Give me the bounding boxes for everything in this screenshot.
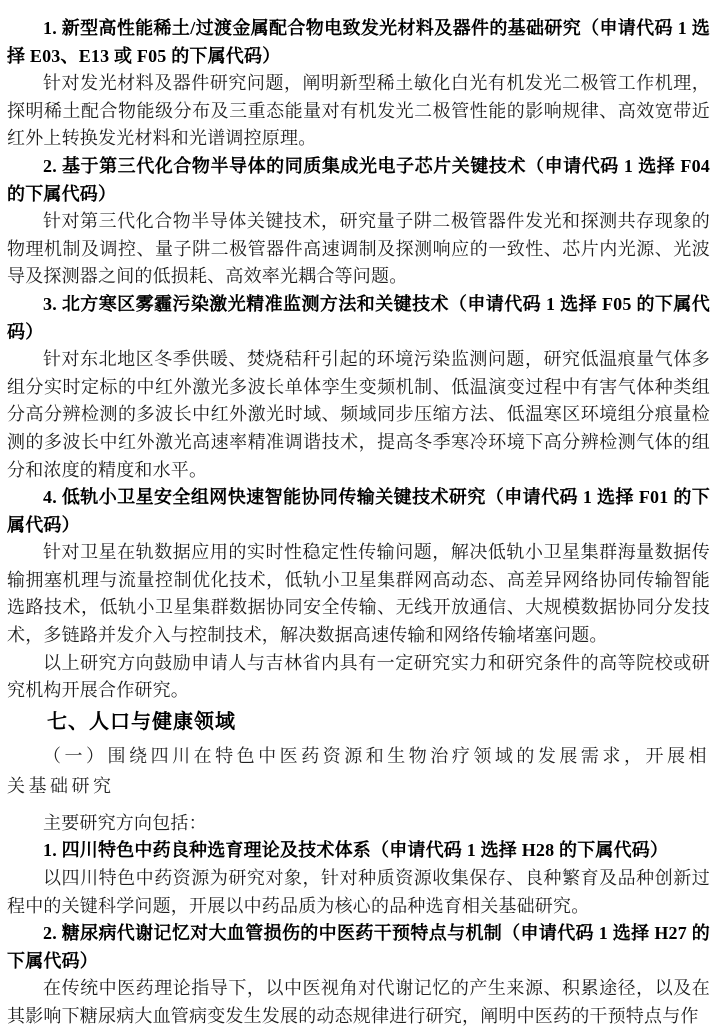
paragraph: 针对发光材料及器件研究问题，阐明新型稀土敏化白光有机发光二极管工作机理，探明稀土配合物能级分布及三重态能量对有机发光二极管性能的影响规律、高效宽带近红外上转换发光材料和光谱调控原理。	[7, 73, 710, 149]
research-topic-heading-2: 2. 基于第三代化合物半导体的同质集成光电子芯片关键技术（申请代码 1 选择 F04 的下属代码）	[7, 155, 710, 204]
paragraph: 以四川特色中药资源为研究对象，针对种质资源收集保存、良种繁育及品种创新过程中的关键科学问题，开展以中药品质为核心的品种选育相关基础研究。	[7, 868, 710, 916]
research-topic-heading-4: 4. 低轨小卫星安全组网快速智能协同传输关键技术研究（申请代码 1 选择 F01 的下属代码）	[7, 487, 710, 535]
paragraph-truncated: 在传统中医药理论指导下，以中医视角对代谢记忆的产生来源、积累途径，以及在其影响下糖尿病大血管病变发生发展的动态规律进行研究，阐明中医药的干预特点与作	[7, 978, 710, 1026]
paragraph: 针对东北地区冬季供暖、焚烧秸秆引起的环境污染监测问题，研究低温痕量气体多组分实时定标的中红外激光多波长单体孪生变频机制、低温演变过程中有害气体种类组分高分辨检测的多波长中红外激光时域、频域同步压缩方法、低温寒区环境组分痕量检测的多波长中红外激光高速率精准调谐技术，提高冬季寒冷环境下高分辨检测气体的组分和浓度的精度和水平。	[7, 349, 710, 480]
paragraph: 针对第三代化合物半导体关键技术，研究量子阱二极管器件发光和探测共存现象的物理机制及调控、量子阱二极管器件高速调制及探测响应的一致性、芯片内光源、光波导及探测器之间的低损耗、高效率光耦合等问题。	[7, 211, 710, 287]
research-topic-heading-h28: 1. 四川特色中药良种选育理论及技术体系（申请代码 1 选择 H28 的下属代码）	[43, 840, 669, 861]
research-topic-heading-h27: 2. 糖尿病代谢记忆对大血管损伤的中医药干预特点与机制（申请代码 1 选择 H27 的下属代码）	[7, 923, 710, 971]
section-heading-population-health: 七、人口与健康领域	[47, 710, 236, 733]
subsection-heading-1: （一）围绕四川在特色中医药资源和生物治疗领域的发展需求，开展相关基础研究	[7, 745, 710, 796]
research-topic-heading-1: 1. 新型高性能稀土/过渡金属配合物电致发光材料及器件的基础研究（申请代码 1 选择 E03、E13 或 F05 的下属代码）	[7, 18, 710, 66]
cooperation-note-paragraph: 以上研究方向鼓励申请人与吉林省内具有一定研究实力和研究条件的高等院校或研究机构开展合作研究。	[7, 652, 710, 701]
lead-in-paragraph: 主要研究方向包括：	[43, 812, 207, 833]
research-topic-heading-3: 3. 北方寒区雾霾污染激光精准监测方法和关键技术（申请代码 1 选择 F05 的下属代码）	[7, 293, 710, 342]
paragraph: 针对卫星在轨数据应用的实时性稳定性传输问题，解决低轨小卫星集群海量数据传输拥塞机理与流量控制优化技术，低轨小卫星集群网高动态、高差异网络协同传输智能选路技术，低轨小卫星集群数据协同安全传输、无线开放通信、大规模数据协同分发技术，多链路并发介入与控制技术，解决数据高速传输和网络传输堵塞问题。	[7, 542, 710, 646]
